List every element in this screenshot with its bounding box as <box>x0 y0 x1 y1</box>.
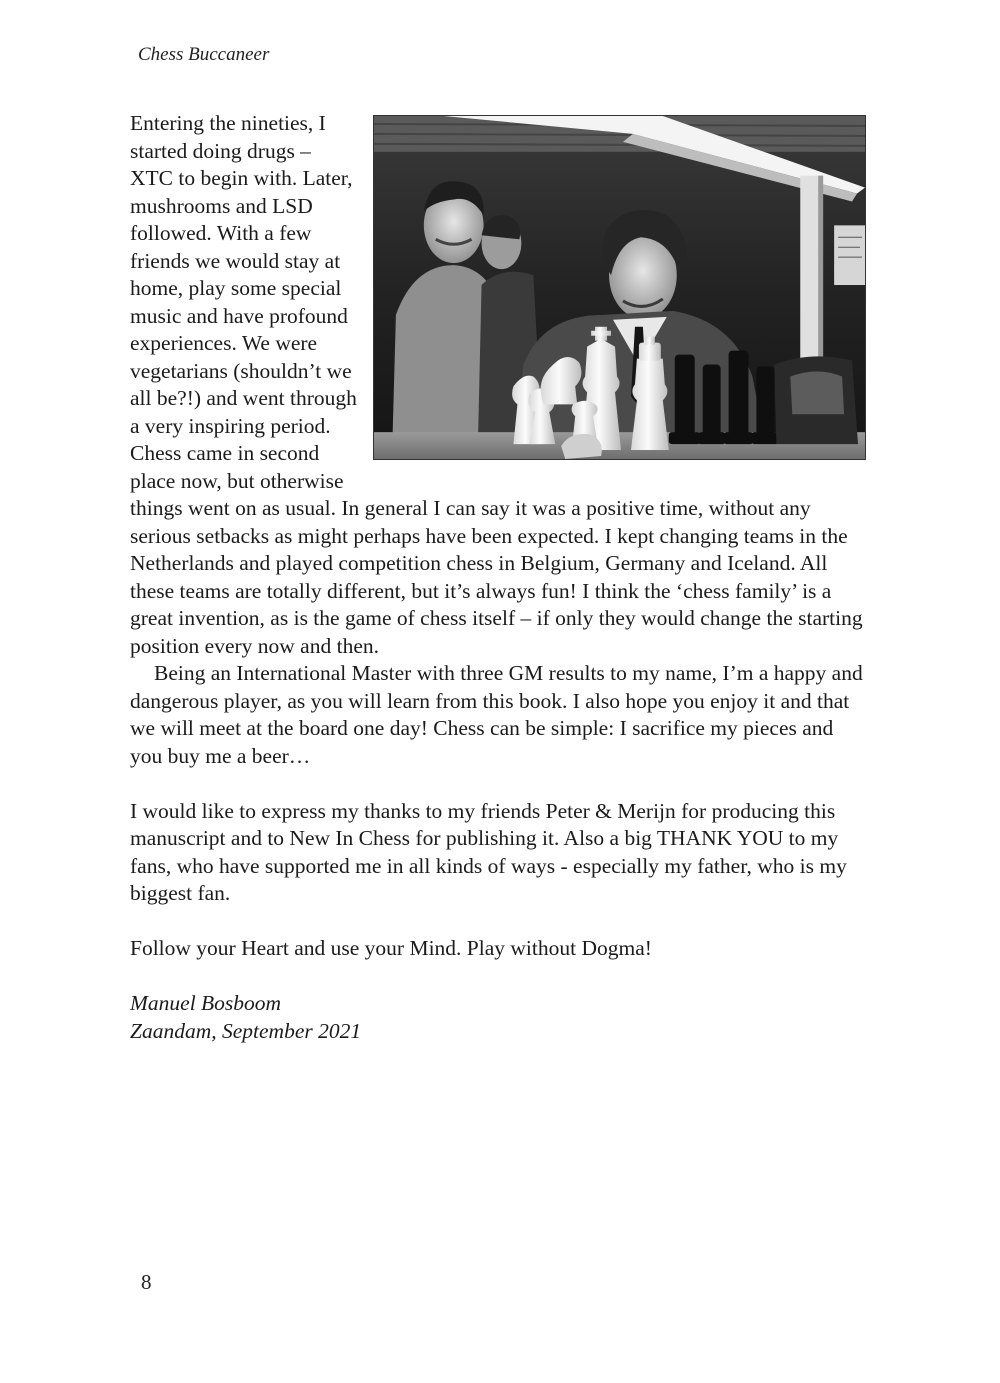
paragraph-master: Being an International Master with three GM results to my name, I’m a happy and dangerous player, as you will learn from this book. I also hope you enjoy it and that we will meet at the board one day! Chess can be simple: I sacrifice my pieces and you buy me a beer… <box>130 661 863 768</box>
page-number: 8 <box>141 1270 152 1294</box>
signature-place-date: Zaandam, September 2021 <box>130 1018 362 1043</box>
paragraph-motto: Follow your Heart and use your Mind. Play without Dogma! <box>130 936 652 960</box>
chess-players-photo-icon <box>373 115 866 460</box>
running-head: Chess Buccaneer <box>138 44 270 65</box>
paragraph-thanks: I would like to express my thanks to my friends Peter & Merijn for producing this manuscript and to New In Chess for publishing it. Also a big THANK YOU to my fans, who have supported me in all kinds of ways - especially my father, who is my biggest fan. <box>130 798 847 905</box>
body-text <box>130 110 866 1045</box>
signature-name: Manuel Bosboom <box>130 991 282 1015</box>
paragraph-intro: Entering the nineties, I started doing drugs – XTC to begin with. Later, mushrooms and LSD followed. With a few friends we would stay at home, play some special music and have profound experiences. We were vegetarians (shouldn’t we all be?!) and went through a very inspiring period. Chess came in second place now, but otherwise things went on as usual. In general I can say it was a positive time, without any serious setbacks as might perhaps have been expected. I kept changing teams in the Netherlands and played competition chess in Belgium, Germany and Iceland. All these teams are totally different, but it’s always fun! I think the ‘chess family’ is a great invention, as is the game of chess itself – if only they would change the starting position every now and then. <box>130 111 863 658</box>
photo-frame <box>373 115 866 460</box>
signature <box>130 990 866 1045</box>
